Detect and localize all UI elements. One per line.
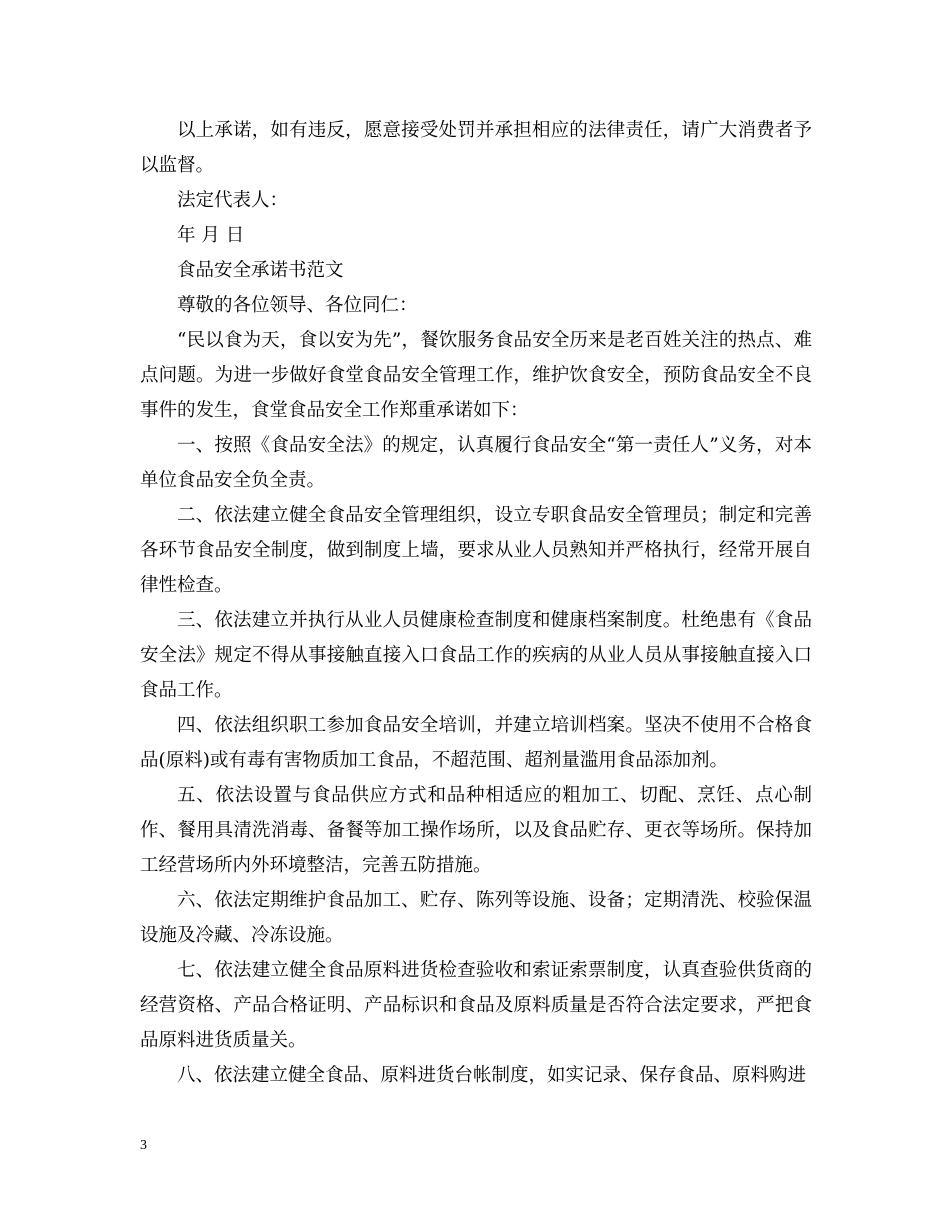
section-title: 食品安全承诺书范文 [177, 260, 344, 281]
paragraph-item-7: 七、依法建立健全食品原料进货检查验收和索证索票制度，认真查验供货商的经营资格、产品合格证明、产品标识和食品及原料质量是否符合法定要求，严把食品原料进货质量关。 [140, 960, 812, 1051]
date-line: 年 月 日 [177, 225, 245, 246]
document-body [140, 113, 812, 1093]
paragraph-item-3: 三、依法建立并执行从业人员健康检查制度和健康档案制度。杜绝患有《食品安全法》规定不得从事接触直接入口食品工作的疾病的从业人员从事接触直接入口食品工作。 [140, 610, 812, 701]
paragraph-item-1: 一、按照《食品安全法》的规定，认真履行食品安全“第一责任人”义务，对本单位食品安全负全责。 [140, 435, 812, 491]
paragraph-item-6: 六、依法定期维护食品加工、贮存、陈列等设施、设备；定期清洗、校验保温设施及冷藏、冷冻设施。 [140, 890, 812, 946]
paragraph-commitment-closing: 以上承诺，如有违反，愿意接受处罚并承担相应的法律责任，请广大消费者予以监督。 [140, 120, 812, 176]
paragraph-item-2: 二、依法建立健全食品安全管理组织，设立专职食品安全管理员；制定和完善各环节食品安全制度，做到制度上墙，要求从业人员熟知并严格执行，经常开展自律性检查。 [140, 505, 812, 596]
paragraph-intro: “民以食为天，食以安为先”，餐饮服务食品安全历来是老百姓关注的热点、难点问题。为进一步做好食堂食品安全管理工作，维护饮食安全，预防食品安全不良事件的发生，食堂食品安全工作郑重承诺如下： [140, 330, 812, 421]
legal-representative-label: 法定代表人： [177, 190, 289, 211]
paragraph-item-4: 四、依法组织职工参加食品安全培训，并建立培训档案。坚决不使用不合格食品(原料)或有毒有害物质加工食品，不超范围、超剂量滥用食品添加剂。 [140, 715, 812, 771]
page-number: 3 [140, 1138, 147, 1153]
paragraph-item-5: 五、依法设置与食品供应方式和品种相适应的粗加工、切配、烹饪、点心制作、餐用具清洗消毒、备餐等加工操作场所，以及食品贮存、更衣等场所。保持加工经营场所内外环境整洁，完善五防措施。 [140, 785, 812, 876]
paragraph-item-8: 八、依法建立健全食品、原料进货台帐制度，如实记录、保存食品、原料购进 [177, 1065, 807, 1086]
salutation: 尊敬的各位领导、各位同仁： [177, 295, 418, 316]
